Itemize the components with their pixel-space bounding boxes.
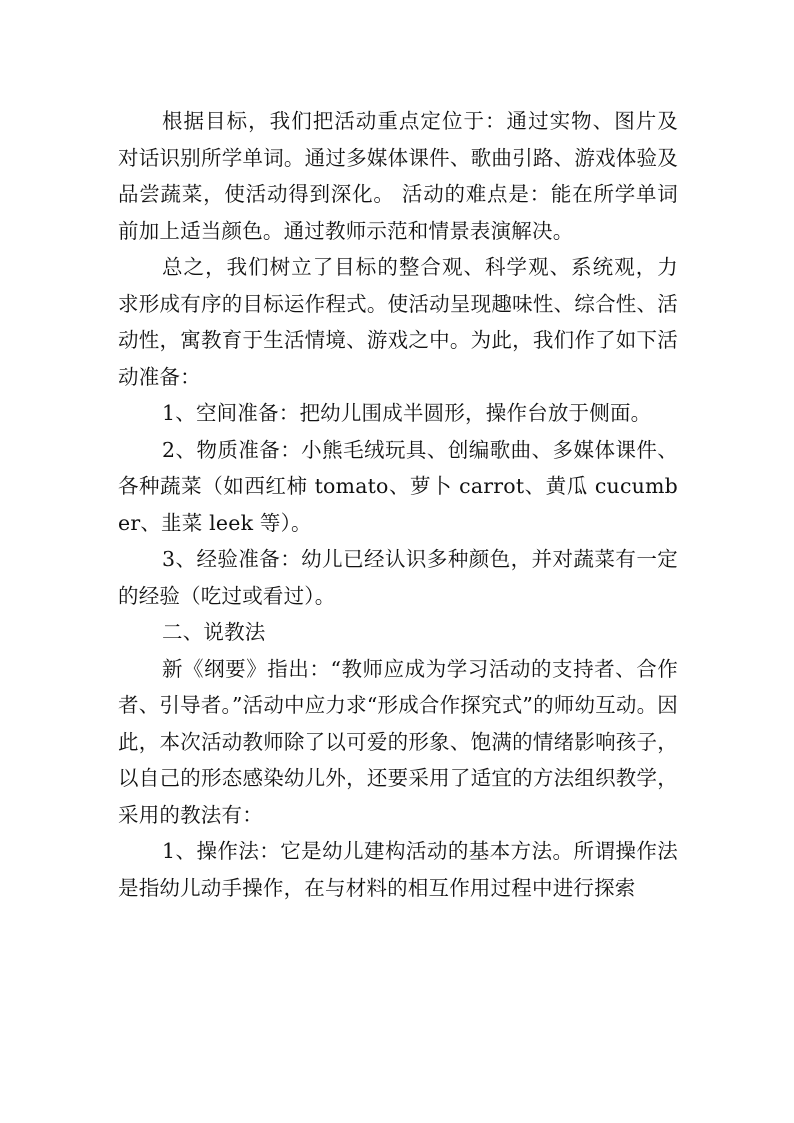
paragraph-summary: 总之，我们树立了目标的整合观、科学观、系统观，力求形成有序的目标运作程式。使活动呈现趣味性、综合性、活动性，寓教育于生活情境、游戏之中。为此，我们作了如下活动准备：	[118, 255, 678, 389]
paragraph-space-preparation: 1、空间准备：把幼儿围成半圆形，操作台放于侧面。	[162, 401, 652, 425]
section-heading-teaching-methods: 二、说教法	[162, 620, 266, 644]
paragraph-operation-method: 1、操作法：它是幼儿建构活动的基本方法。所谓操作法是指幼儿动手操作，在与材料的相互作用过程中进行探索	[118, 839, 678, 900]
document-page	[118, 103, 678, 906]
paragraph-material-preparation: 2、物质准备：小熊毛绒玩具、创编歌曲、多媒体课件、各种蔬菜（如西红柿 tomato、萝卜 carrot、黄瓜 cucumber、韭菜 leek 等）。	[118, 437, 678, 535]
paragraph-key-points: 根据目标，我们把活动重点定位于：通过实物、图片及对话识别所学单词。通过多媒体课件、歌曲引路、游戏体验及品尝蔬菜，使活动得到深化。 活动的难点是：能在所学单词前加上适当颜色。通过教师示范和情景表演解决。	[118, 109, 678, 243]
paragraph-guideline-quote: 新《纲要》指出：“教师应成为学习活动的支持者、合作者、引导者。”活动中应力求“形成合作探究式”的师幼互动。因此，本次活动教师除了以可爱的形象、饱满的情绪影响孩子，以自己的形态感染幼儿外，还要采用了适宜的方法组织教学，采用的教法有：	[118, 656, 678, 827]
paragraph-experience-preparation: 3、经验准备：幼儿已经认识多种颜色，并对蔬菜有一定的经验（吃过或看过）。	[118, 547, 678, 608]
